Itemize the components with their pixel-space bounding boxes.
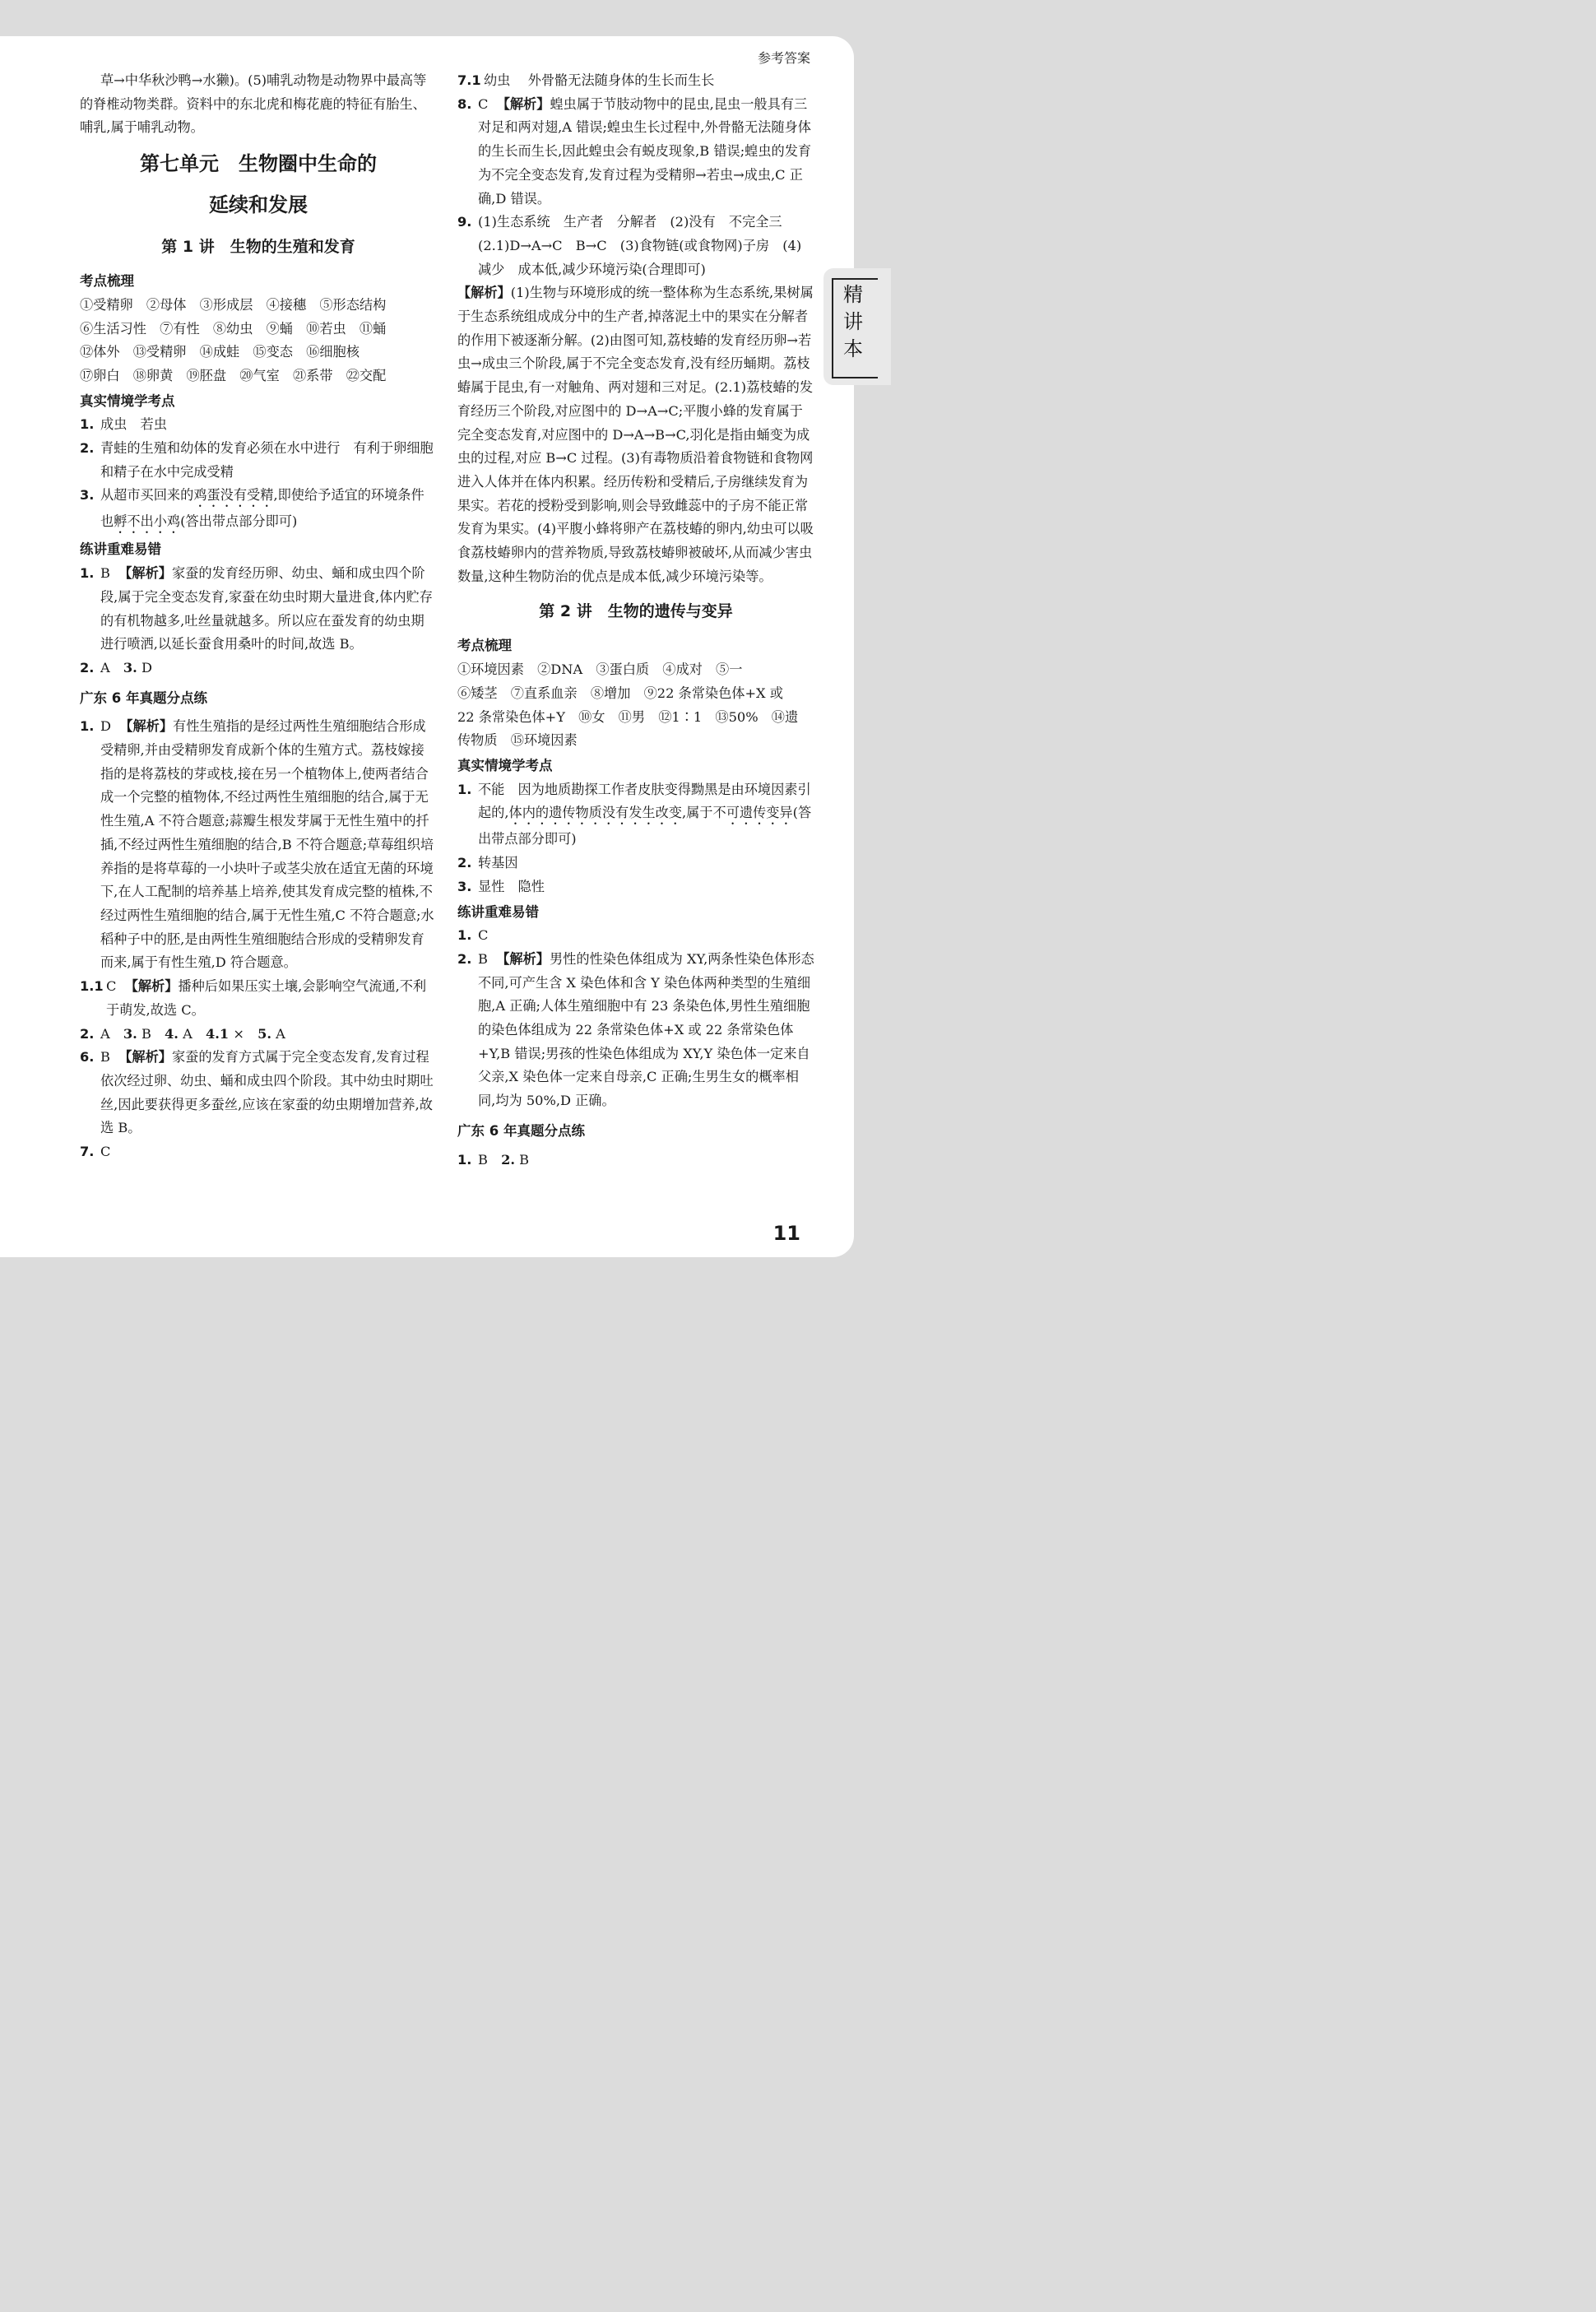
answer-item	[80, 657, 437, 680]
item-number: 2.	[80, 440, 95, 457]
kaodian-line: ⑫体外 ⑬受精卵 ⑭成蛙 ⑮变态 ⑯细胞核	[80, 344, 360, 360]
section-heading: 广东 6 年真题分点练	[80, 689, 207, 706]
item-number: 9.	[457, 214, 472, 230]
dotted-key-text: 孵不出小鸡	[114, 513, 181, 530]
left-column	[80, 69, 437, 1164]
answer-text: A	[183, 1025, 206, 1042]
item-number: 3.	[123, 659, 137, 675]
item-number: 1.	[457, 927, 472, 944]
item-number: 1.1	[80, 978, 104, 995]
analysis-text: 蝗虫属于节肢动物中的昆虫,昆虫一般具有三对足和两对翅,A 错误;蝗虫生长过程中,外骨骼无法随身体的生长而生长,因此蝗虫会有蜕皮现象,B 错误;蝗虫的发育为不完全变态发育,发育过程为受精卵→若虫→成虫,C 正确,D 错误。	[478, 95, 812, 207]
answer-item	[80, 975, 437, 1022]
section-heading: 真实情境学考点	[457, 757, 553, 773]
kaodian-line: 22 条常染色体+Y ⑩女 ⑪男 ⑫1∶1 ⑬50% ⑭遗	[457, 708, 799, 725]
answer-item	[80, 437, 437, 484]
item-number: 3.	[457, 878, 472, 894]
answer-item	[80, 1140, 437, 1164]
section-heading: 真实情境学考点	[80, 392, 175, 409]
answer-text: D	[141, 659, 152, 675]
item-number: 5.	[257, 1025, 271, 1042]
answer-text: 不能 因为地质勘探工作者皮肤变得黝黑是由环境因素引起的,	[478, 781, 811, 821]
answer-text: 显性 隐性	[478, 878, 545, 894]
answer-item	[80, 1046, 437, 1140]
answer-text: 从超市买回来的	[100, 487, 194, 504]
analysis-text: 有性生殖指的是经过两性生殖细胞结合形成受精卵,并由受精卵发育成新个体的生殖方式。荔枝嫁接指的是将荔枝的芽或枝,接在另一个植物体上,使两者结合成一个完整的植物体,不经过两性生殖细胞的结合,属于无性生殖,A 不符合题意;蒜瓣生根发芽属于无性生殖中的扦插,不经过两性生殖细胞的结合,B 不符合题意;草莓组织培养指的是将草莓的一小块叶子或茎尖放在适宜无菌的环境下,在人工配制的培养基上培养,使其发育成完整的植株,不经过两性生殖细胞的结合,属于无性生殖,C 不符合题意;水稻种子中的胚,是由两性生殖细胞结合形成的受精卵发育而来,属于有性生殖,D 符合题意。	[100, 718, 434, 971]
item-number: 2.	[80, 1025, 95, 1042]
item-number: 2.	[80, 659, 95, 675]
answer-choice: B	[100, 565, 110, 582]
dotted-key-text: 鸡蛋没有受精	[193, 487, 274, 504]
analysis-tag: 【解析】	[496, 95, 550, 112]
answer-text: B	[141, 1025, 165, 1042]
answer-item	[457, 778, 814, 852]
answer-item	[457, 924, 814, 948]
answer-item	[80, 715, 437, 975]
answer-text: A	[100, 659, 123, 675]
page-number: 11	[772, 1222, 800, 1245]
analysis-text: 播种后如果压实土壤,会影响空气流通,不利于萌发,故选 C。	[106, 978, 427, 1018]
answer-text: 转基因	[478, 855, 518, 871]
analysis-tag: 【解析】	[118, 565, 172, 582]
answer-text: C	[100, 1144, 111, 1160]
analysis-tag: 【解析】	[124, 978, 179, 995]
header-label: 参考答案	[757, 50, 810, 66]
answer-choice: D	[100, 718, 111, 735]
answer-text: B	[478, 1151, 502, 1168]
answer-item	[80, 562, 437, 657]
analysis-text: (1)生物与环境形成的统一整体称为生态系统,果树属于生态系统组成成分中的生产者,掉落泥土中的果实在分解者的作用下被逐渐分解。(2)由图可知,荔枝蝽的发育经历卵→若虫→成虫三个阶段,属于不完全变态发育,没有经历蛹期。荔枝蝽属于昆虫,有一对触角、两对翅和三对足。(2.1)荔枝蝽的发育经历三个阶段,对应图中的 D→A→C;平腹小蜂的发育属于完全变态发育,对应图中的 D→A→B→C,羽化是指由蛹变为成虫的过程,对应 B→C 过程。(3)有毒物质沿着食物链和食物网进入人体并在体内积累。经历传粉和受精后,子房继续发育为果实。若花的授粉受到影响,则会导致雌蕊中的子房不能正常发育为果实。(4)平腹小蜂将卵产在荔枝蝽的卵内,幼虫可以吸食荔枝蝽卵内的营养物质,导致荔枝蝽卵被破坏,从而减少害虫数量,这种生物防治的优点是成本低,减少环境污染等。	[457, 285, 814, 584]
answer-text: A	[276, 1025, 285, 1042]
item-number: 7.1	[457, 72, 481, 88]
answer-text: (1)生态系统 生产者 分解者 (2)没有 不完全三 (2.1)D→A→C B→C (3)食物链(或食物网)子房 (4)减少 成本低,减少环境污染(合理即可)	[478, 214, 802, 277]
answer-choice: B	[478, 950, 488, 967]
analysis-text: 家蚕的发育方式属于完全变态发育,发育过程依次经过卵、幼虫、蛹和成虫四个阶段。其中幼虫时期吐丝,因此要获得更多蚕丝,应该在家蚕的幼虫期增加营养,故选 B。	[100, 1049, 434, 1136]
item-number: 1.	[80, 718, 95, 735]
analysis-tag: 【解析】	[496, 950, 550, 967]
answer-item	[457, 93, 814, 211]
right-column	[457, 69, 814, 1172]
section-heading: 练讲重难易错	[80, 541, 161, 558]
section-heading: 广东 6 年真题分点练	[457, 1122, 585, 1139]
item-number: 3.	[123, 1025, 137, 1042]
section-heading: 考点梳理	[457, 638, 512, 654]
item-number: 1.	[457, 781, 472, 797]
answer-item	[80, 413, 437, 437]
answer-text: ,属于不	[681, 805, 726, 821]
analysis-tag: 【解析】	[457, 285, 511, 301]
answer-text: ,即使给予适宜的环境条件也	[100, 487, 425, 530]
kaodian-line: ①受精卵 ②母体 ③形成层 ④接穗 ⑤形态结构	[80, 296, 387, 313]
answer-text: B	[519, 1151, 530, 1168]
answer-text: 成虫 若虫	[100, 416, 167, 433]
dotted-key-text: 体内的遗传物质没有发生改变	[508, 805, 682, 821]
kaodian-line: ①环境因素 ②DNA ③蛋白质 ④成对 ⑤一	[457, 662, 743, 678]
analysis-block	[457, 281, 814, 588]
lecture-title: 第 2 讲 生物的遗传与变异	[539, 602, 733, 621]
answer-choice: B	[100, 1049, 110, 1065]
item-number: 2.	[501, 1151, 515, 1168]
side-tab-label: 精讲本	[843, 283, 863, 360]
answer-item	[80, 484, 437, 536]
answer-choice: C	[478, 95, 489, 112]
kaodian-line: ⑥生活习性 ⑦有性 ⑧幼虫 ⑨蛹 ⑩若虫 ⑪蛹	[80, 320, 387, 337]
answer-text: (答出带点部分即可)	[478, 805, 812, 847]
analysis-tag: 【解析】	[118, 1049, 172, 1065]
kaodian-line: 传物质 ⑮环境因素	[457, 732, 578, 749]
item-number: 8.	[457, 95, 472, 112]
answer-item	[80, 1023, 437, 1047]
kaodian-line: ⑰卵白 ⑱卵黄 ⑲胚盘 ⑳气室 ㉑系带 ㉒交配	[80, 367, 387, 383]
answer-item	[457, 1149, 814, 1172]
analysis-text: 家蚕的发育经历卵、幼虫、蛹和成虫四个阶段,属于完全变态发育,家蚕在幼虫时期大量进食,体内贮存的有机物越多,吐丝量就越多。所以应在蚕发育的幼虫期进行喷洒,以延长蚕食用桑叶的时间,故选 B。	[100, 565, 433, 652]
item-number: 4.1	[206, 1025, 230, 1042]
section-heading: 练讲重难易错	[457, 903, 539, 920]
answer-choice: C	[106, 978, 117, 995]
answer-item	[457, 948, 814, 1113]
answer-text: C	[478, 927, 489, 944]
item-number: 3.	[80, 487, 95, 504]
answer-item	[457, 211, 814, 281]
item-number: 2.	[457, 855, 472, 871]
answer-text: ×	[233, 1025, 258, 1042]
item-number: 1.	[80, 416, 95, 433]
answer-text: (答出带点部分即可)	[180, 513, 298, 530]
analysis-text: 男性的性染色体组成为 XY,两条性染色体形态不同,可产生含 X 染色体和含 Y 染色体两种类型的生殖细胞,A 正确;人体生殖细胞中有 23 条染色体,男性生殖细胞的染色体组成为 22 条常染色体+X 或 22 条常染色体+Y,B 错误;男孩的性染色体组成为 XY,Y 染色体一定来自父亲,X 染色体一定来自母亲,C 正确;生男生女的概率相同,均为 50%,D 正确。	[478, 950, 814, 1109]
item-number: 7.	[80, 1144, 95, 1160]
unit-title-line-1: 第七单元 生物圈中生命的	[140, 152, 377, 176]
kaodian-line: ⑥矮茎 ⑦直系血亲 ⑧增加 ⑨22 条常染色体+X 或	[457, 685, 783, 701]
answer-item	[457, 852, 814, 875]
item-number: 1.	[457, 1151, 472, 1168]
item-number: 6.	[80, 1049, 95, 1065]
answer-item	[457, 69, 814, 93]
item-number: 1.	[80, 565, 95, 582]
item-number: 2.	[457, 950, 472, 967]
answer-item	[457, 875, 814, 899]
section-heading: 考点梳理	[80, 273, 134, 290]
analysis-tag: 【解析】	[119, 718, 174, 735]
dotted-key-text: 可遗传变异	[726, 805, 793, 821]
side-tab	[824, 268, 891, 385]
answer-text: 幼虫 外骨骼无法随身体的生长而生长	[484, 72, 715, 88]
intro-paragraph: 草→中华秋沙鸭→水獭)。(5)哺乳动物是动物界中最高等的脊椎动物类群。资料中的东北虎和梅花鹿的特征有胎生、哺乳,属于哺乳动物。	[80, 72, 427, 136]
item-number: 4.	[165, 1025, 179, 1042]
unit-title-line-2: 延续和发展	[209, 193, 308, 217]
answer-text: A	[100, 1025, 123, 1042]
lecture-title: 第 1 讲 生物的生殖和发育	[161, 238, 355, 257]
answer-text: 青蛙的生殖和幼体的发育必须在水中进行 有利于卵细胞和精子在水中完成受精	[100, 440, 434, 480]
